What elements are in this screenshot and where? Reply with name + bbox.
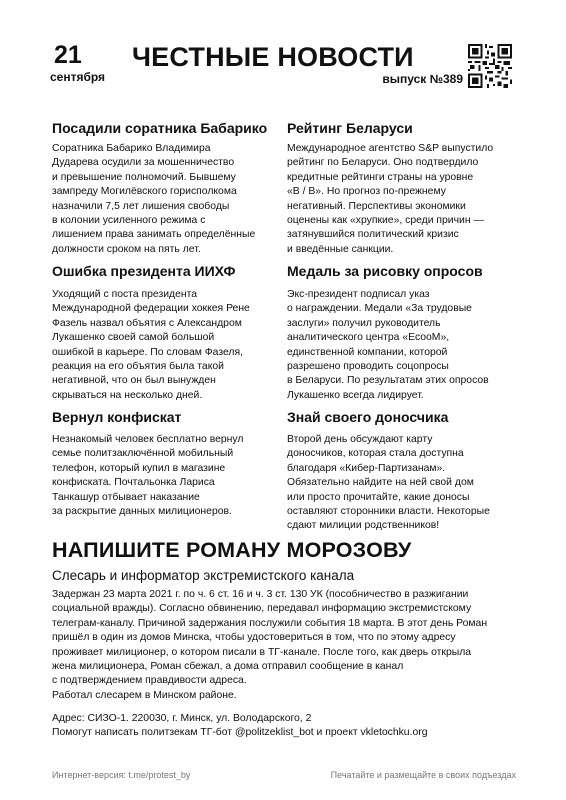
article-heading: Знай своего доносчика xyxy=(287,409,449,425)
article-body: Соратника Бабарико Владимира Дударева осудили за мошенничество и превышение полномочий. Бывшему зампреду Могилёвского горисполкома назначили 7,5 лет лишения свободы в колонии усиленного режима с лишением права занимать определённые должности сроком на пять лет. xyxy=(52,143,256,255)
feature-contacts xyxy=(52,712,522,741)
article-body: Незнакомый человек бесплатно вернул семье политзаключённой мобильный телефон, который купил в магазине конфиската. Почтальонка Лариса Танкашур отбывает наказание за раскрытие данных милиционеров. xyxy=(52,434,244,518)
help-line: Помогут написать политзекам ТГ-бот @politzeklist_bot и проект vkletochku.org xyxy=(52,727,428,739)
article-heading: Рейтинг Беларуси xyxy=(287,120,413,136)
feature-title: НАПИШИТЕ РОМАНУ МОРОЗОВУ xyxy=(52,538,412,562)
footer-web-link[interactable]: Интернет-версия: t.me/protest_by xyxy=(52,770,191,780)
article-body: Экс-президент подписал указ о награждении. Медали «За трудовые заслуги» получил руководитель аналитического центра «EcooM», единственной компании, которой разрешено проводить соцопросы в Беларуси. По результатам этих опросов Лукашенко всегда лидирует. xyxy=(287,289,489,401)
footer-call-to-action: Печатайте и размещайте в своих подъездах xyxy=(330,770,516,780)
prison-address: Адрес: СИЗО-1. 220030, г. Минск, ул. Володарского, 2 xyxy=(52,713,312,724)
date-month: сентября xyxy=(50,70,106,84)
article-heading: Посадили соратника Бабарико xyxy=(52,120,268,136)
article-heading: Медаль за рисовку опросов xyxy=(287,263,483,279)
article-body: Второй день обсуждают карту доносчиков, которая стала доступна благодаря «Кибер-Партизанам». Обязательно найдите на ней свой дом или просто прочитайте, какие доносы оставляют сторонники власти. Некоторые сдают милиции родственников! xyxy=(287,434,490,532)
feature-body: Задержан 23 марта 2021 г. по ч. 6 ст. 16 и ч. 3 ст. 130 УК (пособничество в разжигании социальной вражды). Согласно обвинению, передавал информацию экстремистскому телеграм-каналу. Причиной задержания послужили события 18 марта. В этот день Роман пришёл в один из домов Минска, чтобы удостовериться в том, что по этому адресу проживает милиционер, о котором писали в ТГ-канале. После того, как дверь открыла жена милиционера, Роман сбежал, а дома отправил сообщение в канал с подтверждением правдивости адреса. Работал слесарем в Минском районе. xyxy=(52,589,488,701)
feature-subtitle: Слесарь и информатор экстремистского канала xyxy=(52,568,355,583)
newspaper-title: ЧЕСТНЫЕ НОВОСТИ xyxy=(132,42,414,72)
article-body: Международное агентство S&P выпустило рейтинг по Беларуси. Оно подтвердило кредитные рейтинги страны на уровне «B / B». Но прогноз по-прежнему негативный. Перспективы экономики оценены как «хрупкие», среди причин — затянувшийся политический кризис и введённые санкции. xyxy=(287,143,494,255)
article-heading: Вернул конфискат xyxy=(52,409,182,425)
masthead xyxy=(0,0,566,110)
article-body: Уходящий с поста президента Международной федерации хоккея Рене Фазель назвал объятия с Александром Лукашенко своей самой большой ошибкой в карьере. По словам Фазеля, реакция на его объятия была такой негативной, что он был вынужден скрываться на несколько дней. xyxy=(52,289,250,401)
qr-code-icon xyxy=(468,44,512,88)
date-day: 21 xyxy=(54,41,82,69)
article-heading: Ошибка президента ИИХФ xyxy=(52,263,236,279)
issue-number: выпуск №389 xyxy=(382,72,463,86)
